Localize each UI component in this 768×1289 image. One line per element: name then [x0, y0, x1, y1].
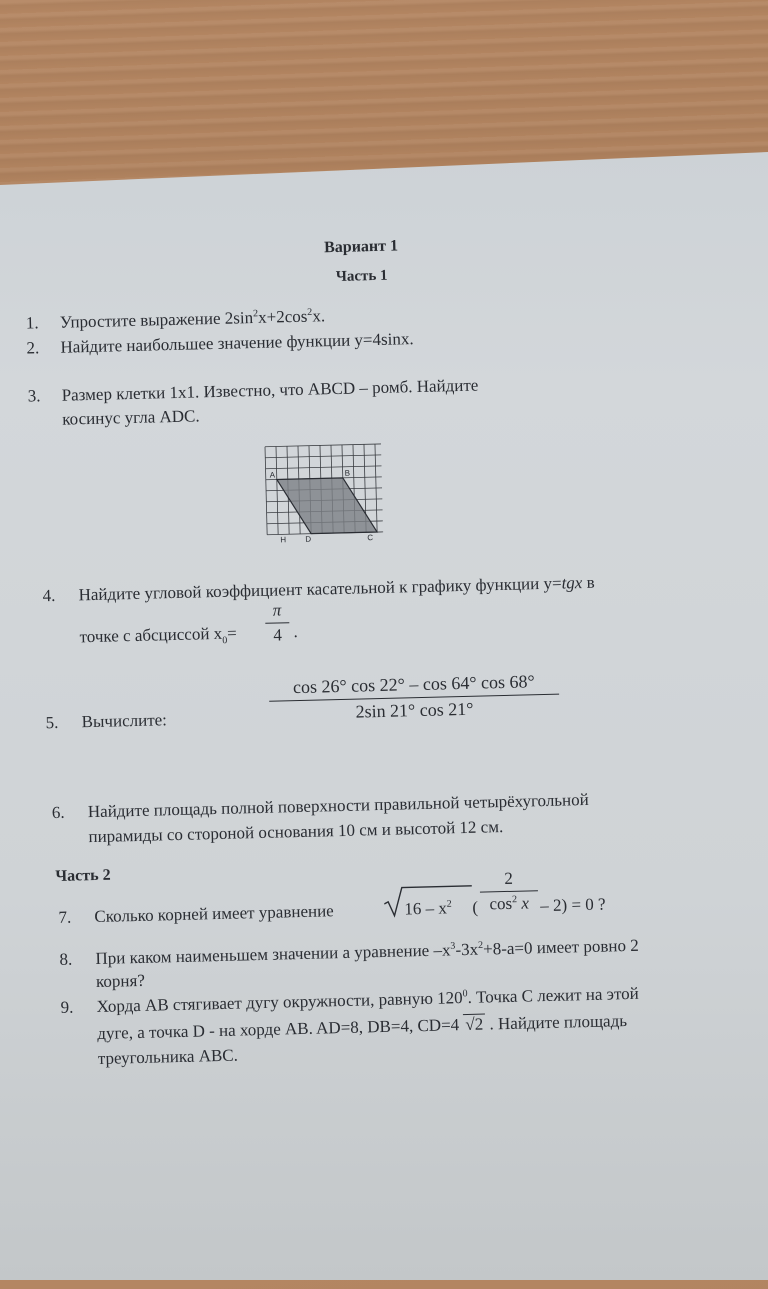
rhombus-grid-figure — [261, 440, 390, 548]
problem-number: 8. — [59, 949, 73, 969]
problem-text-line1: Найдите угловой коэффициент касательной к графику функции y=tgx в — [78, 572, 595, 605]
fraction-numerator: cos 26° cos 22° – cos 64° cos 68° — [292, 671, 535, 698]
equation-tail: – 2) = 0 ? — [540, 894, 606, 916]
problem-number: 1. — [25, 313, 39, 333]
problem-text-line2: корня? — [95, 970, 146, 992]
variant-title: Вариант 1 — [323, 237, 399, 257]
sqrt-body: $16 - x^2$ — [404, 898, 452, 919]
part1-title: Часть 1 — [335, 267, 388, 285]
fraction-denominator: 2sin 21° cos 21° — [355, 698, 474, 722]
problem-number: 6. — [51, 802, 65, 823]
sqrt-two: √2 — [463, 1014, 485, 1036]
problem-text-line2: точке с абсциссой $x_0=$ — [79, 623, 237, 647]
problem-text-line2: пирамиды со стороной основания 10 см и высотой 12 см. — [88, 817, 504, 847]
trig-fraction — [269, 671, 560, 725]
problem-number: 9. — [60, 997, 74, 1017]
problem-number: 5. — [45, 712, 59, 733]
pi-over-4-fraction: π 4 — [265, 600, 290, 646]
problem-text-line3: треугольника ABC. — [97, 1045, 239, 1069]
problem-text-line1: Хорда AB стягивает дугу окружности, равную $120^0$. Точка С лежит на этой — [96, 983, 640, 1017]
two-over-cos-fraction: 2 $\cos^2 x$ — [479, 868, 538, 914]
problem-text-line2: косинус угла ADC. — [62, 406, 200, 429]
problem-number: 2. — [26, 338, 40, 358]
problem-text-line1: При каком наименьшем значении а уравнение $-x^3-3x^2+8-a=0$ имеет ровно 2 — [95, 935, 639, 969]
label-d: D — [305, 534, 312, 544]
label-b: B — [344, 468, 351, 478]
problem-text: Упростите выражение $2\sin^2x+2\cos^2x$. — [59, 306, 326, 332]
problem-text-line1: Размер клетки 1x1. Известно, что ABCD – ромб. Найдите — [61, 375, 479, 405]
open-paren: ( — [472, 897, 479, 917]
label-c: C — [367, 533, 374, 543]
problem-number: 7. — [58, 907, 72, 927]
label-a: A — [269, 470, 276, 480]
period: . — [293, 622, 299, 642]
problem-text: Найдите наибольшее значение функции y=4sinx. — [60, 329, 414, 357]
problem-text: Вычислите: — [81, 710, 168, 732]
problem-text-line1: Найдите площадь полной поверхности правильной четырёхугольной — [87, 789, 589, 822]
label-h: H — [280, 535, 287, 545]
problem-number: 4. — [42, 585, 56, 606]
problem-number: 3. — [27, 386, 41, 406]
rhombus-abcd — [277, 477, 377, 534]
problem-text-line2: дуге, а точка D - на хорде AB. AD=8, DB=4, CD=4 √2 . Найдите площадь — [97, 1011, 628, 1044]
problem-text: Сколько корней имеет уравнение — [94, 901, 334, 927]
part2-title: Часть 2 — [55, 866, 111, 885]
